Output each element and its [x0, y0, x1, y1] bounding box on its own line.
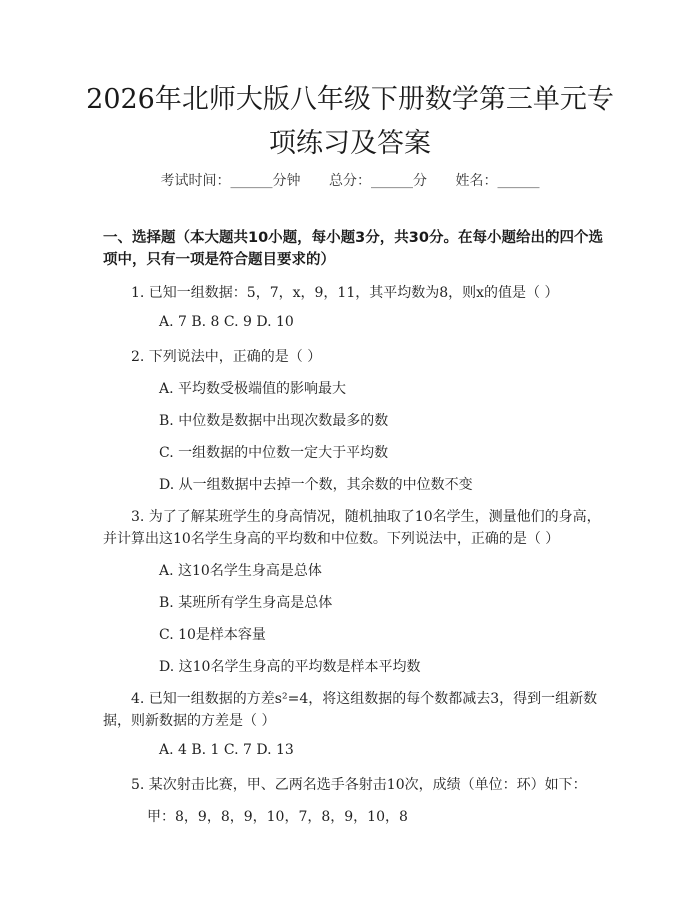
exam-time-field: 考试时间：______分钟: [160, 173, 301, 189]
question-4-stem-line2: 据，则新数据的方差是（ ）: [103, 713, 276, 729]
question-3-stem-line1: 3. 为了了解某班学生的身高情况，随机抽取了10名学生，测量他们的身高，: [131, 509, 601, 525]
question-4-options: A. 4 B. 1 C. 7 D. 13: [159, 742, 294, 758]
page-title: 2026年北师大版八年级下册数学第三单元专项练习及答案: [86, 84, 614, 159]
question-1-stem: 1. 已知一组数据：5，7，x，9，11，其平均数为8，则x的值是（ ）: [131, 285, 559, 301]
question-5-stem: 5. 某次射击比赛，甲、乙两名选手各射击10次，成绩（单位：环）如下：: [131, 777, 587, 793]
question-4-stem-line1: 4. 已知一组数据的方差s²=4，将这组数据的每个数都减去3，得到一组新数: [131, 691, 598, 707]
question-2-stem: 2. 下列说法中，正确的是（ ）: [131, 349, 322, 365]
question-3-option-c: C. 10是样本容量: [159, 627, 266, 643]
question-3-option-b: B. 某班所有学生身高是总体: [159, 595, 333, 611]
question-5-data-line: 甲：8，9，8，9，10，7，8，9，10，8: [147, 809, 408, 825]
exam-meta: [0, 170, 700, 190]
section-heading: 一、选择题（本大题共10小题，每小题3分，共30分。在每小题给出的四个选项中，只有一项是符合题目要求的）: [103, 230, 603, 268]
name-field: 姓名：______: [455, 173, 540, 189]
question-3-stem-line2: 并计算出这10名学生身高的平均数和中位数。下列说法中，正确的是（ ）: [103, 531, 560, 547]
question-3-option-a: A. 这10名学生身高是总体: [159, 563, 322, 579]
question-2-option-c: C. 一组数据的中位数一定大于平均数: [159, 445, 389, 461]
question-1-options: A. 7 B. 8 C. 9 D. 10: [159, 314, 294, 330]
total-score-field: 总分：______分: [329, 173, 427, 189]
question-2-option-d: D. 从一组数据中去掉一个数，其余数的中位数不变: [159, 477, 473, 493]
question-3-option-d: D. 这10名学生身高的平均数是样本平均数: [159, 659, 421, 675]
question-2-option-a: A. 平均数受极端值的影响最大: [159, 381, 347, 397]
question-2-option-b: B. 中位数是数据中出现次数最多的数: [159, 413, 389, 429]
